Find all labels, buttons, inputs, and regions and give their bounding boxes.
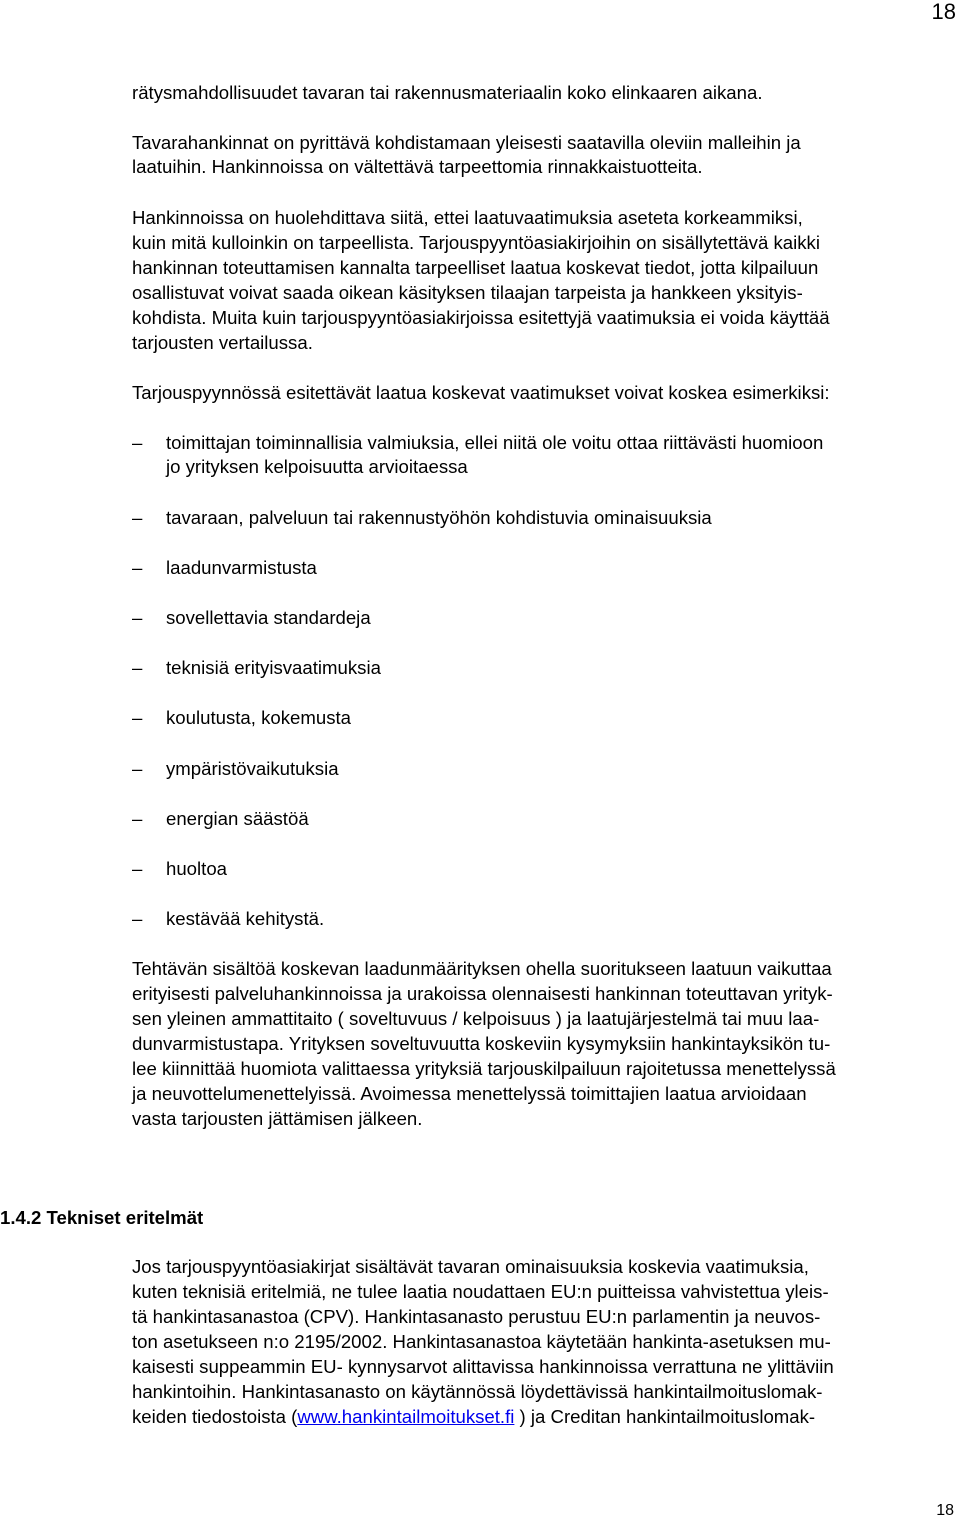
list-item-text: huoltoa (166, 858, 228, 879)
list-item-text: laadunvarmistusta (166, 557, 317, 578)
paragraph-4-line: lee kiinnittää huomiota valittaessa yrityksiä tarjouskilpailuun rajoitetussa menettelyssä (132, 1058, 836, 1079)
list-item-text: teknisiä erityisvaatimuksia (166, 657, 381, 678)
dash-bullet: – (132, 858, 143, 879)
paragraph-4-line: Tehtävän sisältöä koskevan laadunmäärityksen ohella suoritukseen laatuun vaikuttaa (132, 958, 832, 979)
dash-bullet: – (132, 908, 143, 929)
dash-bullet: – (132, 758, 143, 779)
intro-line: rätysmahdollisuudet tavaran tai rakennusmateriaalin koko elinkaaren aikana. (132, 82, 763, 103)
paragraph-5-line: tä hankintasanastoa (CPV). Hankintasanasto perustuu EU:n parlamentin ja neuvos- (132, 1306, 821, 1327)
paragraph-4-line: ja neuvottelumenettelyissä. Avoimessa menettelyssä toimittajien laatua arvioidaan (132, 1083, 807, 1104)
paragraph-5-text-before-link: keiden tiedostoista ( (132, 1406, 298, 1427)
paragraph-5-line: kaisesti suppeammin EU- kynnysarvot alittavissa hankinnoissa verrattuna ne ylittäviin (132, 1356, 834, 1377)
dash-bullet: – (132, 657, 143, 678)
dash-bullet: – (132, 432, 143, 453)
page-number-top: 18 (931, 0, 956, 24)
paragraph-5-text-after-link: ) ja Creditan hankintailmoituslomak- (514, 1406, 816, 1427)
paragraph-2-line: kohdista. Muita kuin tarjouspyyntöasiakirjoissa esitettyjä vaatimuksia ei voida käyttää (132, 307, 830, 328)
paragraph-1-line: Tavarahankinnat on pyrittävä kohdistamaan yleisesti saatavilla oleviin malleihin ja (132, 132, 801, 153)
dash-bullet: – (132, 607, 143, 628)
paragraph-4-line: erityisesti palveluhankinnoissa ja urakoissa olennaisesti hankinnan toteuttavan yrityk- (132, 983, 833, 1004)
list-item-text: energian säästöä (166, 808, 309, 829)
list-item-text: toimittajan toiminnallisia valmiuksia, ellei niitä ole voitu ottaa riittävästi huomioon (166, 432, 824, 453)
paragraph-5-line: Jos tarjouspyyntöasiakirjat sisältävät tavaran ominaisuuksia koskevia vaatimuksia, (132, 1256, 809, 1277)
paragraph-3-line: Tarjouspyynnössä esitettävät laatua koskevat vaatimukset voivat koskea esimerkiksi: (132, 382, 830, 403)
list-item-text: kestävää kehitystä. (166, 908, 325, 929)
list-item-text: tavaraan, palveluun tai rakennustyöhön kohdistuvia ominaisuuksia (166, 507, 712, 528)
paragraph-2-line: hankinnan toteuttamisen kannalta tarpeelliset laatua koskevat tiedot, jotta kilpailuun (132, 257, 819, 278)
list-item-text: sovellettavia standardeja (166, 607, 371, 628)
dash-bullet: – (132, 557, 143, 578)
list-item-text: ympäristövaikutuksia (166, 758, 339, 779)
paragraph-5-line: kuten teknisiä eritelmiä, ne tulee laatia noudattaen EU:n puitteissa vahvistettua yleis- (132, 1281, 829, 1302)
list-item-text: jo yrityksen kelpoisuutta arvioitaessa (166, 456, 468, 477)
dash-bullet: – (132, 507, 143, 528)
paragraph-4-line: sen yleinen ammattitaito ( soveltuvuus / kelpoisuus ) ja laatujärjestelmä tai muu laa- (132, 1008, 820, 1029)
dash-bullet: – (132, 707, 143, 728)
paragraph-2-line: kuin mitä kulloinkin on tarpeellista. Tarjouspyyntöasiakirjoihin on sisällytettävä kaikki (132, 232, 820, 253)
paragraph-4-line: vasta tarjousten jättämisen jälkeen. (132, 1108, 423, 1129)
hankintailmoitukset-link[interactable]: www.hankintailmoitukset.fi (297, 1406, 515, 1427)
paragraph-5-line: ton asetukseen n:o 2195/2002. Hankintasanastoa käytetään hankinta-asetuksen mu- (132, 1331, 831, 1352)
paragraph-1-line: laatuihin. Hankinnoissa on vältettävä tarpeettomia rinnakkaistuotteita. (132, 156, 703, 177)
paragraph-5-line: hankintoihin. Hankintasanasto on käytännössä löydettävissä hankintailmoituslomak- (132, 1381, 823, 1402)
paragraph-2-line: Hankinnoissa on huolehdittava siitä, ettei laatuvaatimuksia aseteta korkeammiksi, (132, 207, 803, 228)
section-heading: 1.4.2 Tekniset eritelmät (0, 1207, 204, 1228)
paragraph-2-line: osallistuvat voivat saada oikean käsityksen tilaajan tarpeista ja hankkeen yksityis- (132, 282, 803, 303)
page-number-bottom: 18 (936, 1502, 954, 1519)
dash-bullet: – (132, 808, 143, 829)
paragraph-4-line: dunvarmistustapa. Yrityksen soveltuvuutta koskeviin kysymyksiin hankintayksikön tu- (132, 1033, 831, 1054)
list-item-text: koulutusta, kokemusta (166, 707, 352, 728)
paragraph-2-line: tarjousten vertailussa. (132, 332, 313, 353)
paragraph-5-line (132, 1405, 815, 1429)
